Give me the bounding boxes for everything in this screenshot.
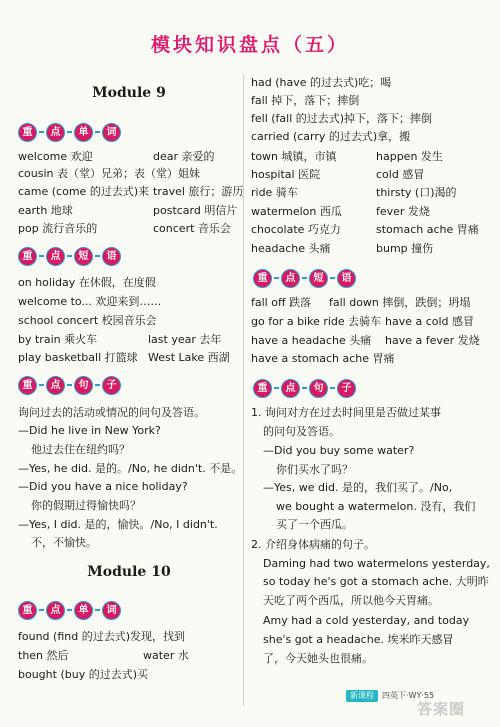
- badge-char: 点: [46, 376, 65, 395]
- phrase-cell: school concert 校园音乐会: [18, 314, 157, 327]
- badge-link: [95, 255, 100, 257]
- sentence-line: —Did he live in New York?: [18, 424, 161, 437]
- badge-char: 重: [253, 269, 272, 288]
- footer-page-number: ·55: [421, 691, 435, 700]
- sentence-line: Amy had a cold yesterday, and today: [263, 614, 470, 627]
- key-sentences-badge: [18, 373, 123, 397]
- sentence-line: 你的假期过得愉快吗？: [31, 499, 141, 512]
- sentence-line: —Did you buy some water?: [263, 444, 415, 457]
- sentence-line: 你们买水了吗？: [276, 463, 353, 476]
- page-title: 模块知识盘点（五）: [150, 34, 349, 56]
- badge-char: 重: [18, 247, 37, 266]
- badge-link: [39, 131, 44, 133]
- badge-link: [67, 131, 72, 133]
- word-cell: then 然后: [18, 649, 69, 662]
- key-phrases-badge: [18, 244, 123, 268]
- word-cell: had (have 的过去式)吃；喝: [251, 76, 392, 89]
- word-cell: headache 头痛: [251, 242, 331, 255]
- sentence-line: —Did you have a nice holiday?: [18, 480, 188, 493]
- word-cell: travel 旅行；游历: [153, 185, 244, 198]
- word-cell: carried (carry 的过去式)拿，搬: [251, 130, 411, 143]
- phrase-cell: play basketball 打篮球: [18, 351, 138, 364]
- badge-link: [95, 609, 100, 611]
- sentence-line: —Yes, we did. 是的，我们买了。/No,: [263, 481, 453, 494]
- badge-link: [95, 384, 100, 386]
- word-cell: fell (fall 的过去式)掉下，落下；摔倒: [251, 112, 433, 125]
- badge-link: [330, 387, 335, 389]
- sentence-line: we bought a watermelon. 没有，我们: [276, 500, 476, 513]
- badge-char: 语: [337, 269, 356, 288]
- badge-link: [330, 277, 335, 279]
- phrase-cell: fall off 跌落: [251, 296, 312, 309]
- phrase-cell: have a cold 感冒: [385, 315, 475, 328]
- phrase-cell: by train 乘火车: [18, 333, 98, 346]
- word-cell: earth 地球: [18, 204, 73, 217]
- badge-char: 点: [46, 247, 65, 266]
- badge-link: [67, 384, 72, 386]
- badge-char: 重: [18, 123, 37, 142]
- key-sentences-badge-right: [253, 376, 358, 400]
- badge-link: [39, 255, 44, 257]
- sentence-line: 买了一个西瓜。: [276, 518, 353, 531]
- word-cell: hospital 医院: [251, 168, 321, 181]
- sentence-line: 他过去住在纽约吗？: [31, 443, 130, 456]
- badge-link: [67, 609, 72, 611]
- word-cell: cold 感冒: [376, 168, 425, 181]
- badge-char: 短: [309, 269, 328, 288]
- badge-link: [67, 255, 72, 257]
- sentence-line: 的问句及答语。: [263, 425, 340, 438]
- word-cell: fall 掉下，落下；摔倒: [251, 94, 360, 107]
- column-divider: [243, 74, 244, 706]
- word-cell: bought (buy 的过去式)买: [18, 668, 148, 681]
- word-cell: concert 音乐会: [153, 222, 231, 235]
- badge-char: 点: [46, 123, 65, 142]
- phrase-cell: have a headache 头痛: [251, 334, 372, 347]
- word-cell: ride 骑车: [251, 186, 298, 199]
- badge-char: 语: [102, 247, 121, 266]
- word-cell: water 水: [143, 649, 189, 662]
- phrase-cell: go for a bike ride 去骑车: [251, 315, 382, 328]
- sentence-line: she's got a headache. 埃米昨天感冒: [263, 633, 454, 646]
- badge-link: [39, 384, 44, 386]
- badge-link: [39, 609, 44, 611]
- word-cell: bump 撞伤: [376, 242, 434, 255]
- word-cell: town 城镇，市镇: [251, 150, 337, 163]
- word-cell: stomach ache 胃痛: [376, 223, 479, 236]
- phrase-cell: fall down 摔倒，跌倒；坍塌: [329, 296, 471, 309]
- word-cell: dear 亲爱的: [153, 150, 215, 163]
- word-cell: welcome 欢迎: [18, 150, 93, 163]
- badge-char: 句: [74, 376, 93, 395]
- word-cell: came (come 的过去式)来: [18, 185, 150, 198]
- key-phrases-badge-right: [253, 266, 358, 290]
- badge-char: 句: [309, 379, 328, 398]
- badge-char: 重: [253, 379, 272, 398]
- sentence-line: Daming had two watermelons yesterday,: [263, 557, 490, 570]
- word-cell: found (find 的过去式)发现，找到: [18, 630, 185, 643]
- sentence-line: 1. 询问对方在过去时间里是否做过某事: [251, 406, 441, 419]
- badge-char: 点: [281, 379, 300, 398]
- watermark: 答案圈: [417, 700, 466, 718]
- badge-link: [302, 387, 307, 389]
- word-cell: fever 发烧: [376, 205, 430, 218]
- badge-char: 单: [74, 123, 93, 142]
- badge-char: 单: [74, 601, 93, 620]
- badge-link: [274, 277, 279, 279]
- phrase-cell: on holiday 在休假，在度假: [18, 276, 156, 289]
- sentence-line: 了，今天她头也很痛。: [263, 652, 373, 665]
- word-cell: postcard 明信片: [153, 204, 238, 217]
- badge-char: 子: [102, 376, 121, 395]
- sentence-line: 不，不愉快。: [31, 536, 97, 549]
- phrase-cell: have a stomach ache 胃痛: [251, 352, 395, 365]
- badge-link: [302, 277, 307, 279]
- badge-char: 重: [18, 601, 37, 620]
- badge-char: 点: [46, 601, 65, 620]
- badge-char: 重: [18, 376, 37, 395]
- badge-char: 词: [102, 601, 121, 620]
- badge-char: 短: [74, 247, 93, 266]
- badge-link: [274, 387, 279, 389]
- badge-char: 子: [337, 379, 356, 398]
- word-cell: cousin 表（堂）兄弟；表（堂）姐妹: [18, 167, 201, 180]
- sentence-line: —Yes, I did. 是的，愉快。/No, I didn't.: [18, 518, 218, 531]
- word-cell: thirsty (口)渴的: [376, 186, 457, 199]
- word-cell: pop 流行音乐的: [18, 222, 98, 235]
- badge-char: 点: [281, 269, 300, 288]
- sentence-line: —Yes, he did. 是的。/No, he didn't. 不是。: [18, 462, 243, 475]
- word-cell: watermelon 西瓜: [251, 205, 342, 218]
- key-words-badge: [18, 120, 123, 144]
- phrase-cell: West Lake 西湖: [148, 351, 230, 364]
- sentence-line: 天吃了两个西瓜，所以他今天胃痛。: [263, 594, 439, 607]
- key-words-badge-m10: [18, 598, 123, 622]
- sentence-line: 询问过去的活动或情况的问句及答语。: [18, 406, 205, 419]
- module10-title: Module 10: [87, 564, 171, 580]
- footer-grade: 四英下: [382, 691, 406, 700]
- phrase-cell: last year 去年: [148, 333, 222, 346]
- badge-char: 词: [102, 123, 121, 142]
- word-cell: chocolate 巧克力: [251, 223, 341, 236]
- sentence-line: so today he's got a stomach ache. 大明昨: [263, 575, 489, 588]
- word-cell: happen 发生: [376, 150, 443, 163]
- footer-brand: 新课程: [346, 690, 378, 702]
- module9-title: Module 9: [92, 85, 166, 101]
- phrase-cell: have a fever 发烧: [385, 334, 480, 347]
- sentence-line: 2. 介绍身体病痛的句子。: [251, 538, 375, 551]
- badge-link: [95, 131, 100, 133]
- phrase-cell: welcome to... 欢迎来到……: [18, 295, 162, 308]
- footer-publisher: ·WY: [406, 691, 422, 700]
